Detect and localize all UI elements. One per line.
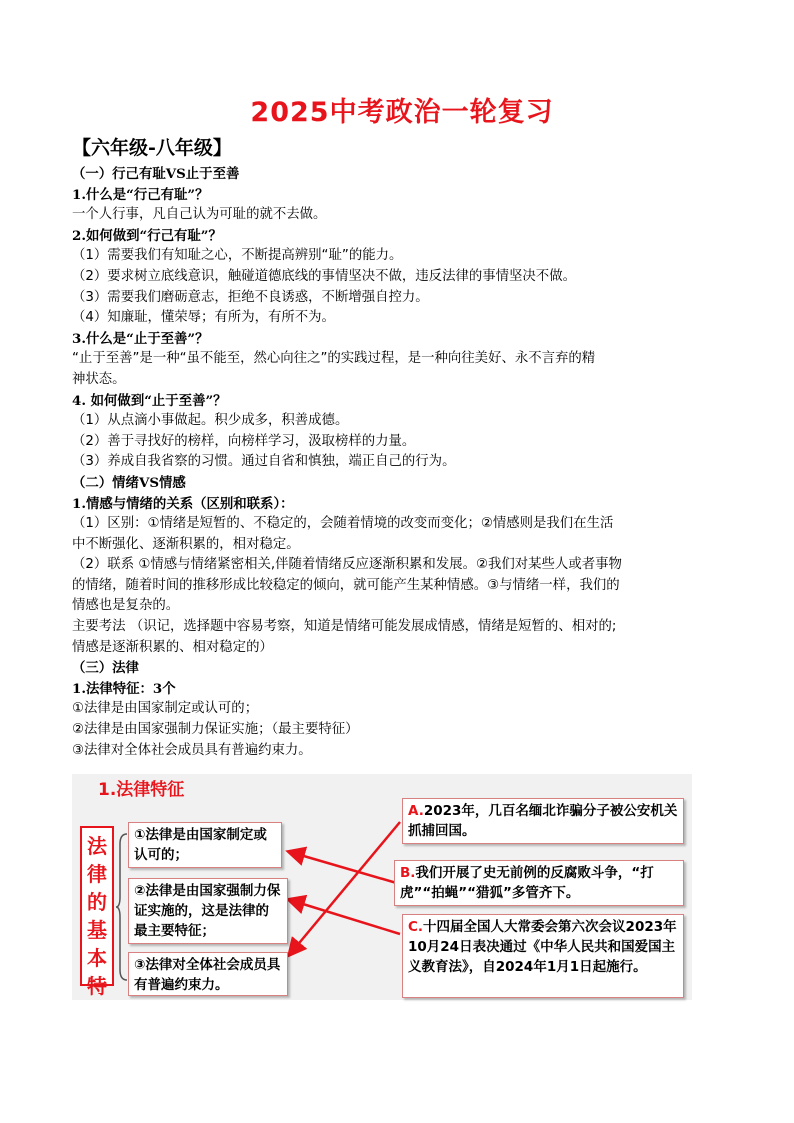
arrow-c-to-2 bbox=[290, 900, 400, 934]
text-line: （2）善于寻找好的榜样，向榜样学习，汲取榜样的力量。 bbox=[72, 433, 416, 449]
feature-box-3: ③法律对全体社会成员具有普遍约束力。 bbox=[128, 952, 288, 996]
law-features-diagram bbox=[72, 774, 692, 1000]
example-label-c: C. bbox=[408, 919, 424, 935]
feature-box-1: ①法律是由国家制定或认可的； bbox=[128, 822, 282, 868]
example-text-a: 2023年，几百名缅北诈骗分子被公安机关抓捕回国。 bbox=[408, 803, 678, 839]
feature-box-2: ②法律是由国家强制力保证实施的，这是法律的最主要特征； bbox=[128, 878, 288, 944]
arrow-a-to-3 bbox=[290, 822, 400, 954]
example-box-a bbox=[402, 798, 684, 844]
question-heading: 3.什么是“止于至善”？ bbox=[72, 330, 209, 347]
example-label-a: A. bbox=[408, 803, 424, 819]
side-char: 律 bbox=[87, 862, 107, 886]
question-heading: 1.情感与情绪的关系（区别和联系）： bbox=[72, 495, 294, 512]
document-page bbox=[72, 96, 732, 761]
text-line: （2）要求树立底线意识，触碰道德底线的事情坚决不做，违反法律的事情坚决不做。 bbox=[72, 268, 576, 284]
text-line: （2）联系 ①情感与情绪紧密相关,伴随着情绪反应逐渐积累和发展。②我们对某些人或者事物 bbox=[72, 557, 622, 573]
grade-heading: 【六年级-八年级】 bbox=[72, 137, 232, 159]
text-line: （3）需要我们磨砺意志，拒绝不良诱惑，不断增强自控力。 bbox=[72, 289, 429, 305]
diagram-title: 1.法律特征 bbox=[98, 780, 185, 800]
text-line: “止于至善”是一种“虽不能至，然心向往之”的实践过程，是一种向往美好、永不言弃的精 bbox=[72, 351, 596, 367]
content-lines bbox=[72, 164, 732, 761]
text-line: （1）需要我们有知耻之心，不断提高辨别“耻”的能力。 bbox=[72, 248, 403, 264]
side-char: 基 bbox=[87, 918, 107, 942]
question-heading: 4. 如何做到“止于至善”？ bbox=[72, 392, 227, 409]
side-char: 特 bbox=[87, 974, 107, 998]
text-line: （4）知廉耻，懂荣辱；有所为，有所不为。 bbox=[72, 310, 335, 326]
example-text-b: 我们开展了史无前例的反腐败斗争，“打虎”“拍蝇”“猎狐”多管齐下。 bbox=[400, 865, 654, 901]
example-box-c bbox=[402, 914, 684, 998]
text-line: 神状态。 bbox=[72, 371, 126, 387]
example-label-b: B. bbox=[400, 865, 416, 881]
text-line: （1）从点滴小事做起。积少成多，积善成德。 bbox=[72, 413, 349, 429]
page-title: 2025中考政治一轮复习 bbox=[250, 97, 554, 128]
text-line: 情感也是复杂的。 bbox=[72, 598, 180, 614]
side-char: 的 bbox=[87, 890, 107, 914]
text-line: 主要考法 （识记，选择题中容易考察，知道是情绪可能发展成情感，情绪是短暂的、相对的; bbox=[72, 619, 617, 635]
side-char: 本 bbox=[87, 946, 107, 970]
example-text-c: 十四届全国人大常委会第六次会议2023年10月24日表决通过《中华人民共和国爱国主义教育法》，自2024年1月1日起施行。 bbox=[408, 919, 677, 975]
text-line: 一个人行事，凡自己认为可耻的就不去做。 bbox=[72, 207, 327, 223]
text-line: ①法律是由国家制定或认可的； bbox=[72, 701, 259, 717]
example-box-b bbox=[394, 860, 684, 906]
question-heading: 1.什么是“行己有耻”？ bbox=[72, 186, 209, 203]
text-line: （3）养成自我省察的习惯。通过自省和慎独，端正自己的行为。 bbox=[72, 454, 456, 470]
section-heading: （一）行己有耻VS止于至善 bbox=[72, 166, 240, 182]
side-char: 法 bbox=[87, 834, 107, 858]
text-line: ②法律是由国家强制力保证实施；（最主要特征） bbox=[72, 722, 359, 738]
section-heading: （三）法律 bbox=[72, 660, 139, 677]
question-heading: 2.如何做到“行己有耻”？ bbox=[72, 227, 222, 244]
text-line: 中不断强化、逐渐积累的，相对稳定。 bbox=[72, 536, 300, 552]
text-line: 的情绪，随着时间的推移形成比较稳定的倾向，就可能产生某种情感。③与情绪一样，我们的 bbox=[72, 577, 620, 593]
question-heading: 1.法律特征：3个 bbox=[72, 680, 176, 697]
text-line: （1）区别：①情绪是短暂的、不稳定的，会随着情境的改变而变化；②情感则是我们在生活 bbox=[72, 516, 614, 532]
section-heading: （二）情绪VS情感 bbox=[72, 474, 186, 491]
arrow-b-to-1 bbox=[290, 852, 400, 884]
text-line: ③法律对全体社会成员具有普遍约束力。 bbox=[72, 742, 312, 758]
text-line: 情感是逐渐积累的、相对稳定的） bbox=[72, 639, 273, 655]
